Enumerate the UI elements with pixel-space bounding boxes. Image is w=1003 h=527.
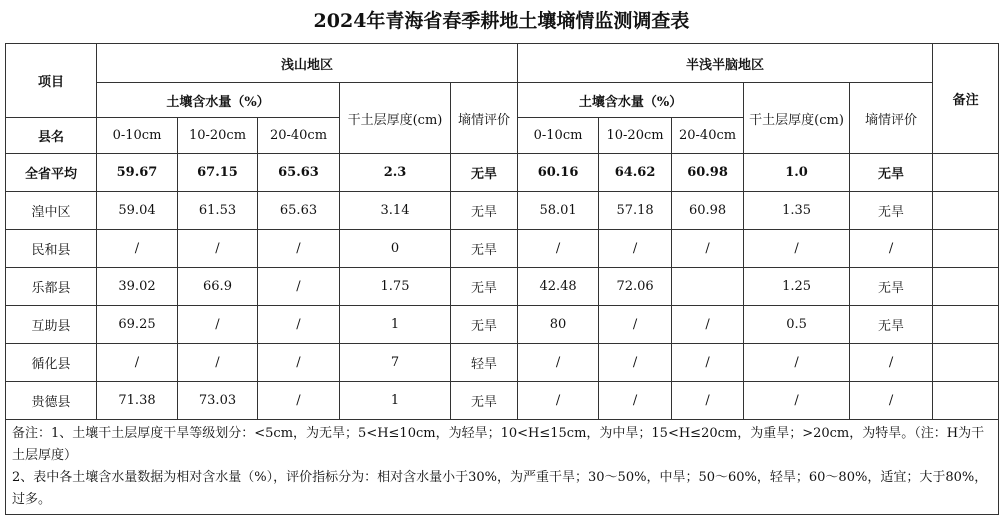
note-line: 2、表中各土壤含水量数据为相对含水量（%），评价指标分为：相对含水量小于30%，为严重干旱；30～50%，中旱；50～60%，轻旱；60～80%，适宜；大于80%，过多。 — [12, 470, 988, 507]
shallow-mountain-zone-header: 浅山地区 — [97, 44, 518, 83]
evaluation-cell: 无旱 — [451, 230, 518, 268]
value-cell: 1.35 — [744, 192, 850, 230]
value-cell: 59.04 — [97, 192, 178, 230]
value-cell: / — [97, 344, 178, 382]
value-cell: 69.25 — [97, 306, 178, 344]
value-cell: / — [178, 344, 258, 382]
value-cell: / — [599, 306, 672, 344]
evaluation-cell: 轻旱 — [451, 344, 518, 382]
value-cell: 0 — [340, 230, 451, 268]
value-cell: / — [178, 306, 258, 344]
depth-0-10-header: 0-10cm — [518, 118, 599, 154]
county-header: 县名 — [6, 118, 97, 154]
moisture-survey-table — [5, 43, 999, 515]
depth-10-20-header: 10-20cm — [599, 118, 672, 154]
value-cell: 80 — [518, 306, 599, 344]
value-cell: 3.14 — [340, 192, 451, 230]
evaluation-cell: 无旱 — [451, 154, 518, 192]
evaluation-cell: 无旱 — [850, 154, 933, 192]
value-cell: 1.0 — [744, 154, 850, 192]
value-cell: 65.63 — [258, 192, 340, 230]
value-cell: 64.62 — [599, 154, 672, 192]
value-cell: / — [178, 230, 258, 268]
value-cell: / — [672, 230, 744, 268]
value-cell: / — [518, 382, 599, 420]
evaluation-cell: 无旱 — [850, 192, 933, 230]
value-cell: 1.75 — [340, 268, 451, 306]
value-cell: 60.16 — [518, 154, 599, 192]
value-cell: / — [599, 230, 672, 268]
value-cell: 60.98 — [672, 154, 744, 192]
table-row — [6, 382, 999, 420]
depth-10-20-header: 10-20cm — [178, 118, 258, 154]
county-cell: 循化县 — [6, 344, 97, 382]
remark-cell — [933, 344, 999, 382]
note-line: 备注：1、土壤干土层厚度干旱等级划分：<5cm，为无旱；5<H≤10cm，为轻旱；10<H≤15cm，为中旱；15<H≤20cm，为重旱；>20cm，为特旱。（注：H为干土层厚度） — [12, 426, 985, 463]
value-cell: 66.9 — [178, 268, 258, 306]
value-cell: / — [258, 344, 340, 382]
value-cell: / — [258, 306, 340, 344]
semi-shallow-zone-header: 半浅半脑地区 — [518, 44, 933, 83]
evaluation-cell: 无旱 — [850, 306, 933, 344]
evaluation-cell: 无旱 — [451, 192, 518, 230]
value-cell: / — [672, 344, 744, 382]
remark-cell — [933, 154, 999, 192]
value-cell: 59.67 — [97, 154, 178, 192]
table-row — [6, 268, 999, 306]
county-cell: 贵德县 — [6, 382, 97, 420]
value-cell — [672, 268, 744, 306]
depth-0-10-header: 0-10cm — [97, 118, 178, 154]
evaluation-cell: 无旱 — [451, 382, 518, 420]
average-row — [6, 154, 999, 192]
value-cell: / — [97, 230, 178, 268]
value-cell: 39.02 — [97, 268, 178, 306]
value-cell: / — [258, 268, 340, 306]
value-cell: 72.06 — [599, 268, 672, 306]
value-cell: / — [744, 382, 850, 420]
value-cell: 60.98 — [672, 192, 744, 230]
value-cell: 73.03 — [178, 382, 258, 420]
value-cell: 71.38 — [97, 382, 178, 420]
evaluation-cell: / — [850, 230, 933, 268]
value-cell: 42.48 — [518, 268, 599, 306]
value-cell: 57.18 — [599, 192, 672, 230]
item-header: 项目 — [6, 44, 97, 118]
value-cell: / — [599, 382, 672, 420]
remark-cell — [933, 306, 999, 344]
evaluation-header-zone2: 墒情评价 — [850, 83, 933, 154]
depth-20-40-header: 20-40cm — [258, 118, 340, 154]
value-cell: / — [599, 344, 672, 382]
remark-cell — [933, 382, 999, 420]
dry-layer-header-zone1: 干土层厚度(cm) — [340, 83, 451, 154]
value-cell: 58.01 — [518, 192, 599, 230]
table-row — [6, 230, 999, 268]
value-cell: 0.5 — [744, 306, 850, 344]
county-cell: 乐都县 — [6, 268, 97, 306]
value-cell: 1 — [340, 306, 451, 344]
value-cell: / — [672, 382, 744, 420]
remark-cell — [933, 192, 999, 230]
value-cell: / — [672, 306, 744, 344]
table-row — [6, 192, 999, 230]
evaluation-cell: / — [850, 344, 933, 382]
value-cell: / — [518, 344, 599, 382]
depth-20-40-header: 20-40cm — [672, 118, 744, 154]
evaluation-cell: 无旱 — [451, 306, 518, 344]
notes-cell — [6, 420, 999, 515]
value-cell: / — [258, 230, 340, 268]
value-cell: / — [518, 230, 599, 268]
remark-cell — [933, 230, 999, 268]
value-cell: 67.15 — [178, 154, 258, 192]
county-cell: 湟中区 — [6, 192, 97, 230]
evaluation-cell: 无旱 — [451, 268, 518, 306]
remarks-header: 备注 — [933, 44, 999, 154]
value-cell: 65.63 — [258, 154, 340, 192]
moisture-header-zone2: 土壤含水量（%） — [518, 83, 744, 118]
county-cell: 全省平均 — [6, 154, 97, 192]
value-cell: / — [258, 382, 340, 420]
evaluation-header-zone1: 墒情评价 — [451, 83, 518, 154]
page-title: 2024年青海省春季耕地土壤墒情监测调查表 — [313, 10, 690, 32]
value-cell: / — [744, 230, 850, 268]
value-cell: 61.53 — [178, 192, 258, 230]
table-row — [6, 344, 999, 382]
evaluation-cell: / — [850, 382, 933, 420]
value-cell: 2.3 — [340, 154, 451, 192]
county-cell: 互助县 — [6, 306, 97, 344]
dry-layer-header-zone2: 干土层厚度(cm) — [744, 83, 850, 154]
value-cell: 1.25 — [744, 268, 850, 306]
remark-cell — [933, 268, 999, 306]
value-cell: 1 — [340, 382, 451, 420]
evaluation-cell: 无旱 — [850, 268, 933, 306]
county-cell: 民和县 — [6, 230, 97, 268]
value-cell: 7 — [340, 344, 451, 382]
value-cell: / — [744, 344, 850, 382]
moisture-header-zone1: 土壤含水量（%） — [97, 83, 340, 118]
table-row — [6, 306, 999, 344]
